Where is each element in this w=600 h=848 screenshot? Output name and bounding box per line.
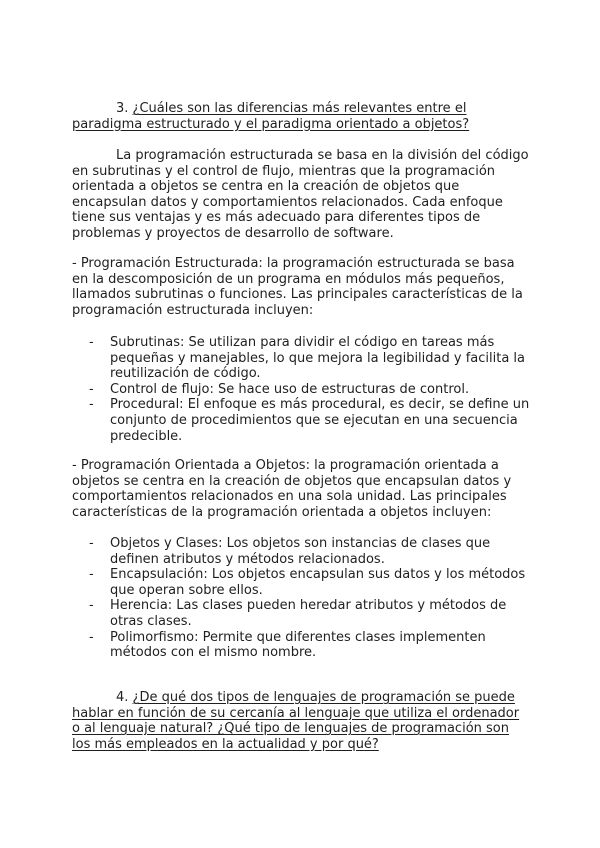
question-3-text: ¿Cuáles son las diferencias más relevantes entre el paradigma estructurado y el paradigma orientado a objetos? — [72, 101, 470, 132]
question-4-text: ¿De qué dos tipos de lenguajes de programación se puede hablar en función de su cercanía al lenguaje que utiliza el ordenador o al lenguaje natural? ¿Qué tipo de lenguajes de programación son los más empleados en la actualidad y por qué? — [72, 690, 520, 752]
question-4 — [72, 690, 530, 752]
structured-paragraph: - Programación Estructurada: la programación estructurada se basa en la descomposición de un programa en módulos más pequeños, llamados subrutinas o funciones. Las principales características de la programación estructurada incluyen: — [72, 256, 523, 318]
list-item: - Objetos y Clases: Los objetos son instancias de clases que definen atributos y métodos relacionados. — [72, 536, 530, 567]
oop-paragraph: - Programación Orientada a Objetos: la programación orientada a objetos se centra en la creación de objetos que encapsulan datos y comportamientos relacionados en una sola unidad. Las principales características de la programación orientada a objetos incluyen: — [72, 458, 512, 520]
list-item: - Encapsulación: Los objetos encapsulan sus datos y los métodos que operan sobre ellos. — [72, 567, 530, 598]
list-item: - Control de flujo: Se hace uso de estructuras de control. — [72, 382, 530, 398]
question-3-number: 3. — [116, 101, 129, 116]
question-3 — [72, 101, 530, 132]
list-item: - Procedural: El enfoque es más procedural, es decir, se define un conjunto de procedimientos que se ejecutan en una secuencia predecible. — [72, 397, 530, 444]
structured-list — [72, 335, 530, 444]
list-item: - Herencia: Las clases pueden heredar atributos y métodos de otras clases. — [72, 598, 530, 629]
question-4-number: 4. — [116, 690, 129, 705]
oop-list — [72, 536, 530, 661]
list-item: - Polimorfismo: Permite que diferentes clases implementen métodos con el mismo nombre. — [72, 630, 530, 661]
list-item: - Subrutinas: Se utilizan para dividir el código en tareas más pequeñas y manejables, lo que mejora la legibilidad y facilita la reutilización de código. — [72, 335, 530, 382]
intro-paragraph: La programación estructurada se basa en la división del código en subrutinas y el control de flujo, mientras que la programación orientada a objetos se centra en la creación de objetos que encapsulan datos y comportamientos relacionados. Cada enfoque tiene sus ventajas y es más adecuado para diferentes tipos de problemas y proyectos de desarrollo de software. — [72, 148, 529, 241]
